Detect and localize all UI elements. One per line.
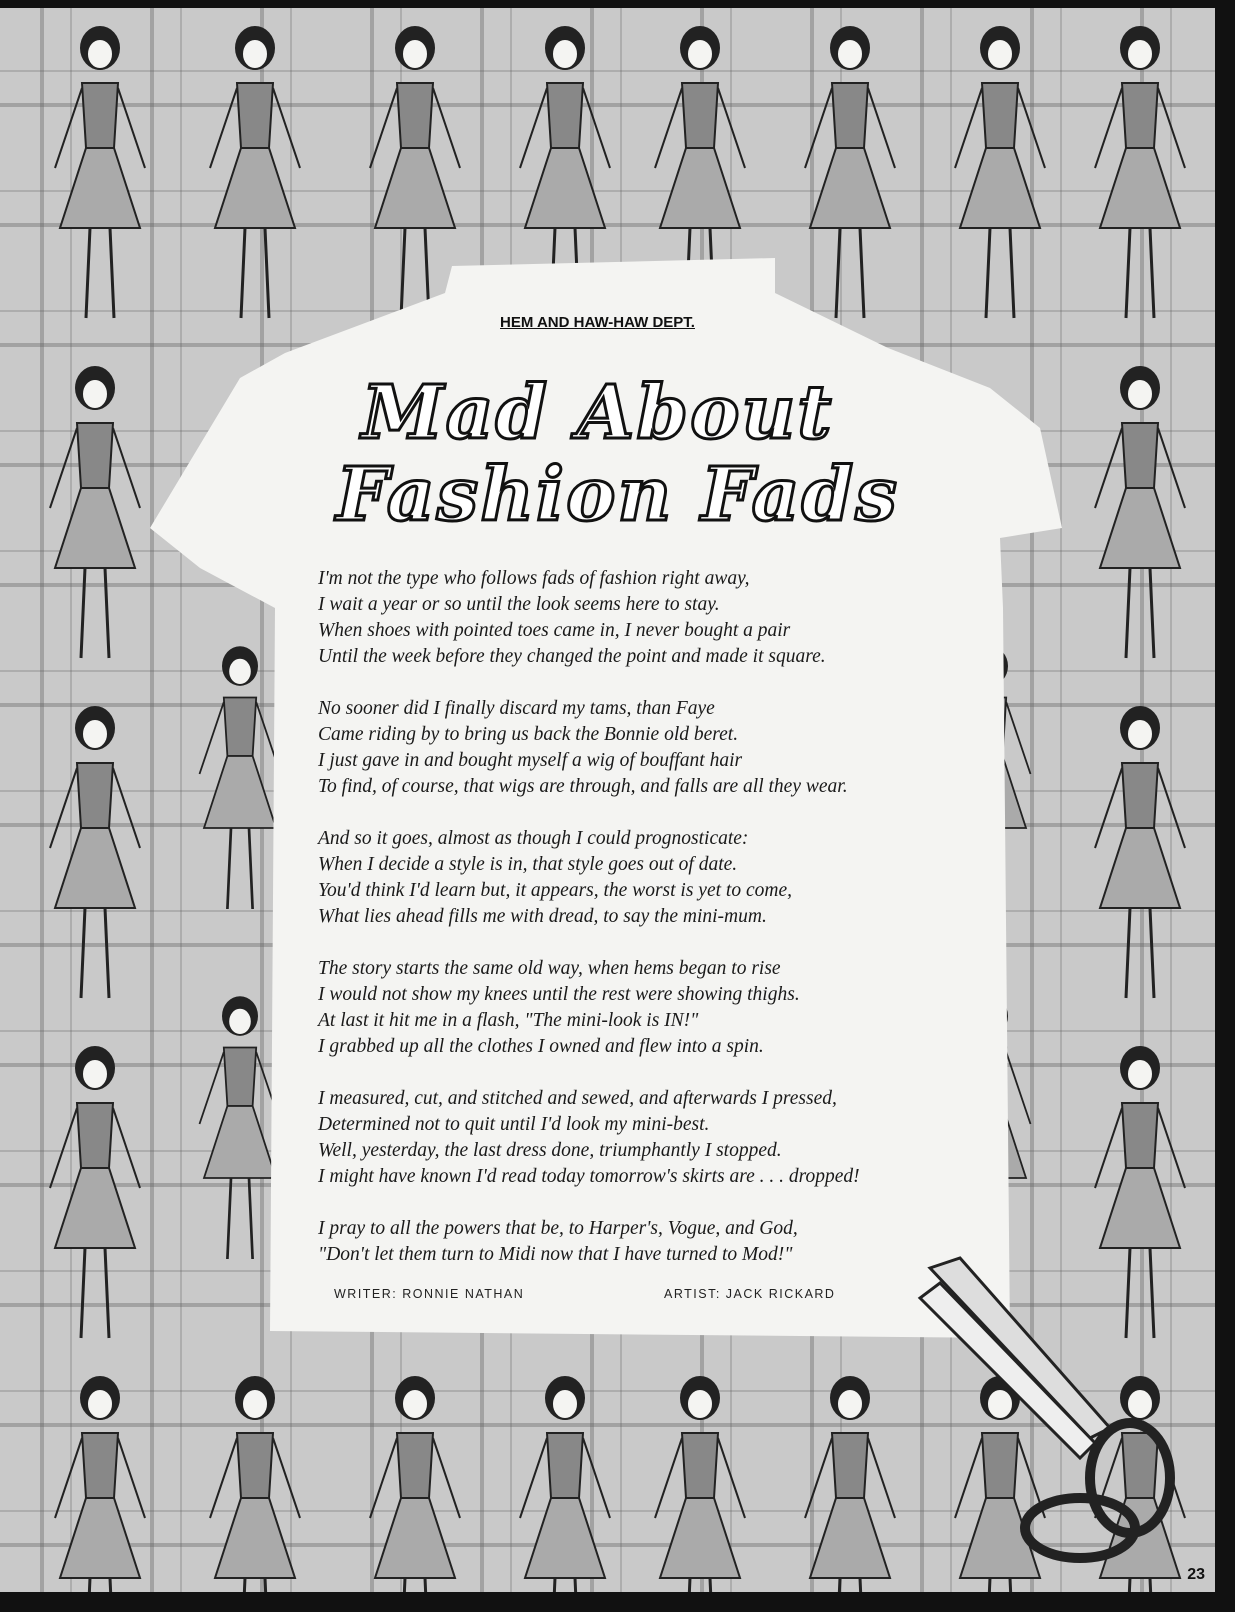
fashion-figure <box>210 26 300 318</box>
stanza <box>318 566 998 670</box>
poem-line: I would not show my knees until the rest were showing thighs. <box>318 984 800 1005</box>
poem-line: I might have known I'd read today tomorrow's skirts are . . . dropped! <box>318 1166 860 1187</box>
fashion-figure <box>955 26 1045 318</box>
poem-line: I'm not the type who follows fads of fashion right away, <box>318 568 750 589</box>
poem-line: When I decide a style is in, that style goes out of date. <box>318 854 738 875</box>
fashion-figure <box>1095 26 1185 318</box>
stanza <box>318 1216 998 1268</box>
stanza <box>318 696 998 800</box>
fashion-figure <box>55 26 145 318</box>
stanza <box>318 1086 998 1190</box>
fashion-figure <box>50 1046 140 1338</box>
poem-line: Came riding by to bring us back the Bonnie old beret. <box>318 724 739 745</box>
poem-line: And so it goes, almost as though I could prognosticate: <box>318 828 749 849</box>
fashion-figure <box>50 706 140 998</box>
writer-credit: WRITER: RONNIE NATHAN <box>334 1287 525 1301</box>
stanza <box>318 826 998 930</box>
page-number: 23 <box>1187 1566 1205 1583</box>
fashion-figure <box>805 26 895 318</box>
poem-line: No sooner did I finally discard my tams, than Faye <box>318 698 715 719</box>
fashion-figure <box>805 1376 895 1592</box>
poem-line: At last it hit me in a flash, "The mini-look is IN!" <box>318 1010 699 1031</box>
pinking-shears-icon <box>900 1238 1200 1568</box>
poem-line: Determined not to quit until I'd look my mini-best. <box>318 1114 710 1135</box>
poem <box>318 566 998 1294</box>
poem-line: What lies ahead fills me with dread, to say the mini-mum. <box>318 906 767 927</box>
poem-line: I pray to all the powers that be, to Harper's, Vogue, and God, <box>318 1218 798 1239</box>
stanza <box>318 956 998 1060</box>
fashion-figure <box>200 646 281 909</box>
poem-line: To find, of course, that wigs are through, and falls are all they wear. <box>318 776 848 797</box>
poem-line: I just gave in and bought myself a wig of bouffant hair <box>318 750 743 771</box>
magazine-page <box>0 8 1215 1592</box>
poem-line: "Don't let them turn to Midi now that I have turned to Mod!" <box>318 1244 793 1265</box>
title-line-1: Mad About <box>361 370 834 456</box>
fashion-figure <box>655 1376 745 1592</box>
fashion-figure <box>370 1376 460 1592</box>
poem-line: Well, yesterday, the last dress done, triumphantly I stopped. <box>318 1140 782 1161</box>
fashion-figure <box>200 996 281 1259</box>
fashion-figure <box>55 1376 145 1592</box>
artist-credit: ARTIST: JACK RICKARD <box>664 1287 836 1301</box>
fashion-figure <box>370 26 460 318</box>
poem-line: I wait a year or so until the look seems here to stay. <box>318 594 720 615</box>
fashion-figure <box>210 1376 300 1592</box>
poem-line: The story starts the same old way, when hems began to rise <box>318 958 781 979</box>
fashion-figure <box>1095 706 1185 998</box>
department-label: HEM AND HAW-HAW DEPT. <box>500 314 695 331</box>
poem-line: I grabbed up all the clothes I owned and flew into a spin. <box>318 1036 764 1057</box>
poem-line: Until the week before they changed the point and made it square. <box>318 646 826 667</box>
poem-line: You'd think I'd learn but, it appears, the worst is yet to come, <box>318 880 792 901</box>
fashion-figure <box>520 1376 610 1592</box>
title-line-2: Fashion Fads <box>336 452 899 538</box>
poem-line: When shoes with pointed toes came in, I never bought a pair <box>318 620 791 641</box>
poem-line: I measured, cut, and stitched and sewed, and afterwards I pressed, <box>318 1088 837 1109</box>
